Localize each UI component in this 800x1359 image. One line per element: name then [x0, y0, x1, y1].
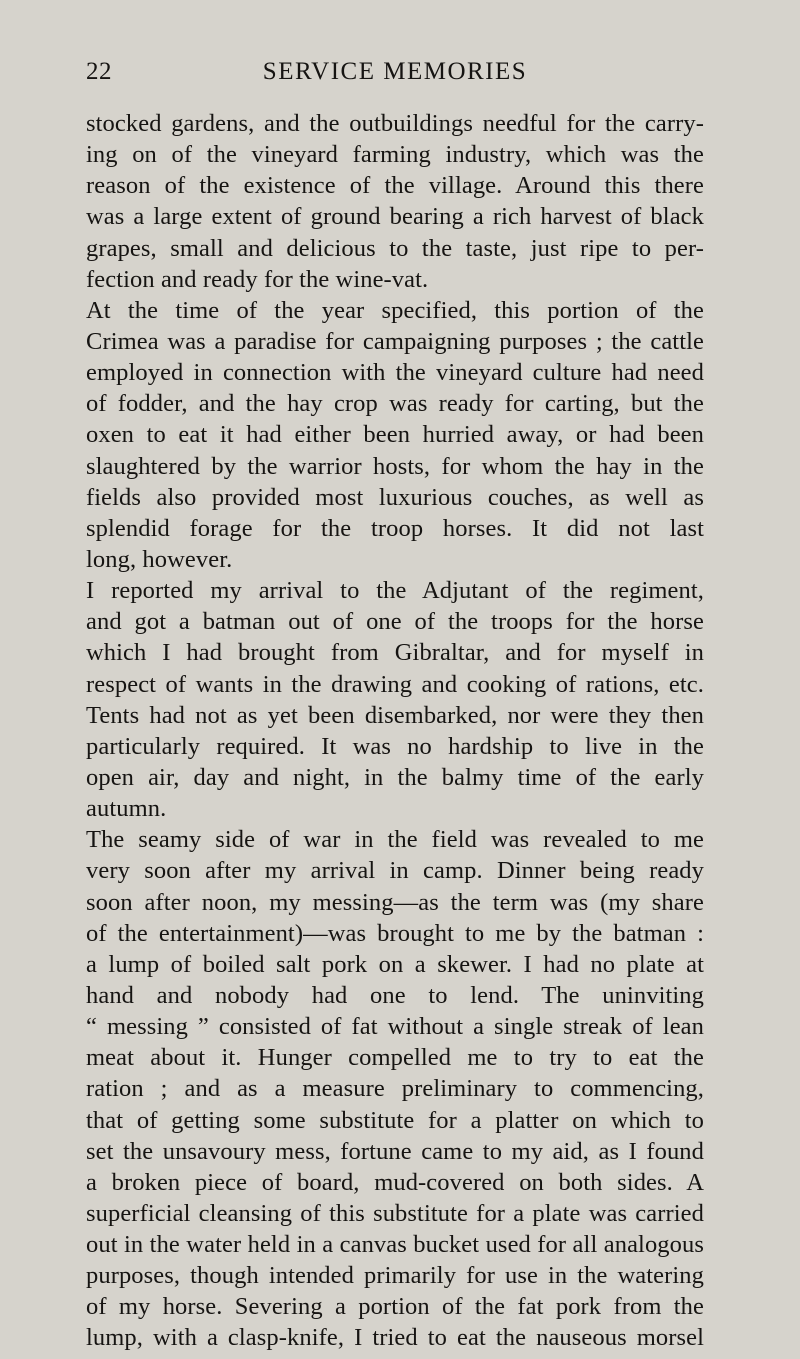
text-line: very soon after my arrival in camp. Dinner being ready — [86, 857, 704, 885]
text-line: slaughtered by the warrior hosts, for whom the hay in the — [86, 452, 704, 480]
text-line: a lump of boiled salt pork on a skewer. I had no plate at — [86, 950, 704, 978]
body-text — [86, 108, 704, 1354]
text-line: stocked gardens, and the outbuildings needful for the carry- — [86, 110, 704, 137]
text-line: autumn. — [86, 795, 167, 823]
text-line: “ messing ” consisted of fat without a single streak of lean — [86, 1013, 704, 1041]
text-line: employed in connection with the vineyard culture had need — [86, 359, 704, 387]
text-line: At the time of the year specified, this portion of the — [86, 296, 704, 324]
text-line: oxen to eat it had either been hurried away, or had been — [86, 421, 704, 449]
text-line: reason of the existence of the village. Around this there — [86, 172, 704, 200]
text-line: hand and nobody had one to lend. The uninviting — [86, 981, 704, 1009]
text-line: ration ; and as a measure preliminary to commencing, — [86, 1075, 704, 1103]
text-line: was a large extent of ground bearing a rich harvest of black — [86, 203, 704, 231]
page-number: 22 — [86, 58, 112, 85]
text-line: I reported my arrival to the Adjutant of the regiment, — [86, 577, 704, 605]
text-line: open air, day and night, in the balmy time of the early — [86, 763, 704, 791]
text-line: long, however. — [86, 545, 233, 573]
text-line: The seamy side of war in the field was revealed to me — [86, 826, 704, 854]
text-line: soon after noon, my messing—as the term was (my share — [86, 888, 704, 916]
text-line: purposes, though intended primarily for use in the watering — [86, 1262, 704, 1290]
text-line: ing on of the vineyard farming industry, which was the — [86, 141, 704, 169]
text-line: meat about it. Hunger compelled me to try to eat the — [86, 1044, 704, 1072]
text-line: particularly required. It was no hardship to live in the — [86, 732, 704, 760]
running-head: SERVICE MEMORIES — [262, 58, 528, 85]
text-line: grapes, small and delicious to the taste, just ripe to per- — [86, 234, 704, 262]
text-line: respect of wants in the drawing and cooking of rations, etc. — [86, 670, 704, 698]
text-line: fection and ready for the wine-vat. — [86, 265, 429, 293]
text-line: Tents had not as yet been disembarked, nor were they then — [86, 701, 704, 729]
text-line: fields also provided most luxurious couches, as well as — [86, 483, 704, 511]
text-line: a broken piece of board, mud-covered on both sides. A — [86, 1168, 704, 1196]
text-line: of my horse. Severing a portion of the fat pork from the — [86, 1293, 704, 1321]
text-line: out in the water held in a canvas bucket used for all analogous — [86, 1231, 704, 1259]
text-line: set the unsavoury mess, fortune came to my aid, as I found — [86, 1137, 704, 1165]
text-line: of the entertainment)—was brought to me by the batman : — [86, 919, 704, 947]
text-line: of fodder, and the hay crop was ready for carting, but the — [86, 390, 704, 418]
text-line: and got a batman out of one of the troops for the horse — [86, 608, 704, 636]
text-line: lump, with a clasp-knife, I tried to eat the nauseous morsel — [86, 1324, 704, 1352]
text-line: superficial cleansing of this substitute for a plate was carried — [86, 1199, 704, 1227]
text-line: splendid forage for the troop horses. It did not last — [86, 514, 704, 542]
text-line: that of getting some substitute for a platter on which to — [86, 1106, 704, 1134]
text-line: which I had brought from Gibraltar, and for myself in — [86, 639, 704, 667]
page-header — [86, 58, 704, 92]
text-line: Crimea was a paradise for campaigning purposes ; the cattle — [86, 327, 704, 355]
